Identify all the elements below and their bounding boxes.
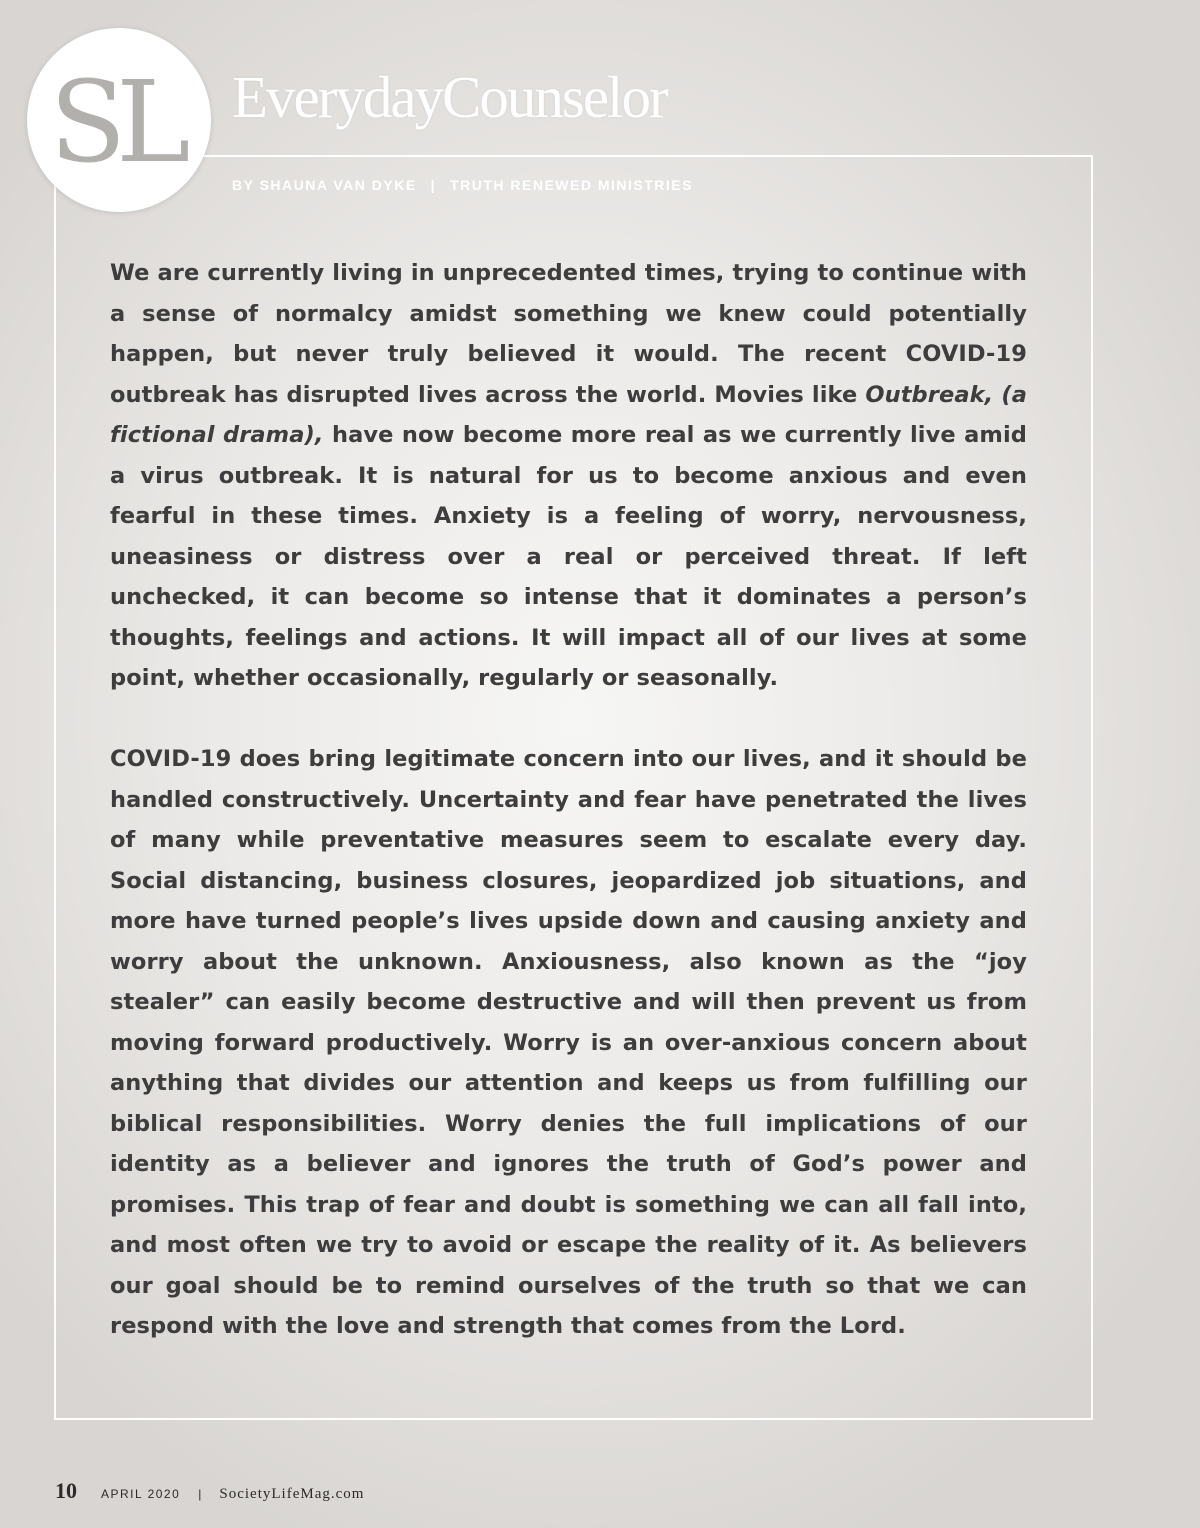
site-url: SocietyLifeMag.com	[219, 1486, 365, 1502]
footer-separator: |	[198, 1487, 202, 1501]
page-number: 10	[55, 1478, 77, 1503]
byline-author: BY SHAUNA VAN DYKE	[232, 177, 417, 193]
article-paragraph-1	[110, 253, 1027, 699]
column-title: EverydayCounselor	[232, 64, 667, 130]
page-footer	[55, 1478, 364, 1504]
movie-title-italic: Outbreak, (a fictional drama),	[110, 381, 1027, 448]
byline-separator: |	[430, 177, 437, 193]
byline	[232, 177, 693, 193]
paragraph-1-text-start: We are currently living in unprecedented times, trying to continue with a sense of normalcy amidst something we knew could potentially happen, but never truly believed it would. The recent COVID-19 outbreak has disrupted lives across the world. Movies like	[110, 260, 1027, 408]
issue-date: APRIL 2020	[101, 1487, 181, 1501]
sl-logo	[27, 28, 211, 212]
byline-organization: TRUTH RENEWED MINISTRIES	[450, 177, 693, 193]
logo-text: SL	[49, 58, 181, 188]
article-paragraph-2: COVID-19 does bring legitimate concern into our lives, and it should be handled constructively. Uncertainty and fear have penetrated the lives of many while preventative measures seem to escalate every day. Social distancing, business closures, jeopardized job situations, and more have turned people’s lives upside down and causing anxiety and worry about the unknown. Anxiousness, also known as the “joy stealer” can easily become destructive and will then prevent us from moving forward productively. Worry is an over-anxious concern about anything that divides our attention and keeps us from fulfilling our biblical responsibilities. Worry denies the full implications of our identity as a believer and ignores the truth of God’s power and promises. This trap of fear and doubt is something we can all fall into, and most often we try to avoid or escape the reality of it. As believers our goal should be to remind ourselves of the truth so that we can respond with the love and strength that comes from the Lord.	[110, 746, 1027, 1339]
paragraph-1-text-end: have now become more real as we currently live amid a virus outbreak. It is natural for us to become anxious and even fearful in these times. Anxiety is a feeling of worry, nervousness, uneasiness or distress over a real or perceived threat. If left unchecked, it can become so intense that it dominates a person’s thoughts, feelings and actions. It will impact all of our lives at some point, whether occasionally, regularly or seasonally.	[110, 422, 1027, 691]
article-body	[110, 253, 1027, 1387]
